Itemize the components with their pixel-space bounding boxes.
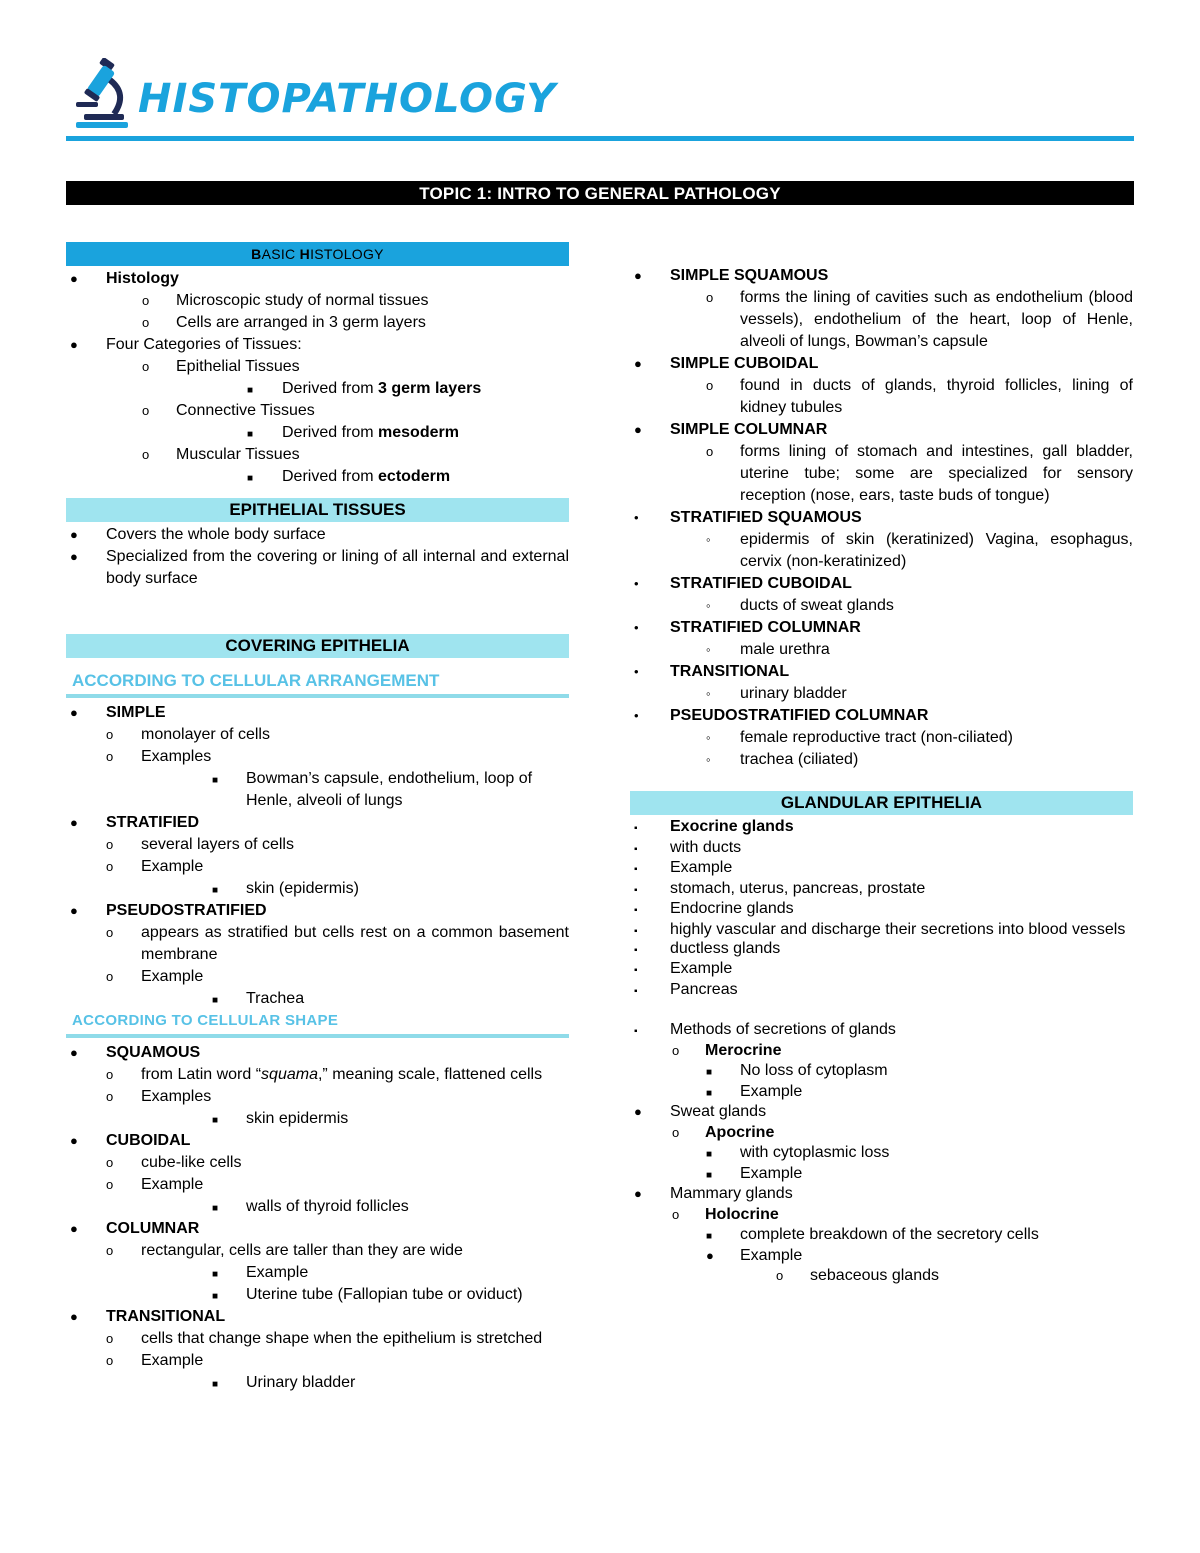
list-item: ■ skin epidermis xyxy=(212,1110,349,1127)
list-item: ■ Trachea xyxy=(212,990,305,1007)
list-item: ● SIMPLE CUBOIDAL xyxy=(634,355,819,372)
list-item: ■ skin (epidermis) xyxy=(212,880,359,897)
list-item: ▪ Methods of secretions of glands xyxy=(634,1021,896,1038)
list-item: o found in ducts of glands, thyroid follicles, lining of kidney tubules xyxy=(706,377,1133,416)
list-item: ▪ Example xyxy=(634,960,733,977)
list-item: ■ Bowman’s capsule, endothelium, loop of Henle, alveoli of lungs xyxy=(212,770,533,809)
right-column xyxy=(630,265,1133,1287)
arrangement-subheading: ACCORDING TO CELLULAR ARRANGEMENT xyxy=(66,670,569,698)
list-item: ● SIMPLE COLUMNAR xyxy=(634,421,828,438)
list-item: ▪ Pancreas xyxy=(634,980,738,998)
shape-list xyxy=(66,1042,569,1394)
list-item: ● CUBOIDAL xyxy=(70,1132,191,1149)
arrangement-list xyxy=(66,702,569,1010)
list-item: ◦ trachea (ciliated) xyxy=(706,751,859,768)
list-item: ▪ Exocrine glands xyxy=(634,818,794,835)
list-item: o Examples xyxy=(106,1088,212,1105)
basic-histology-band: BASIC HISTOLOGY xyxy=(66,242,569,266)
list-item: ■ Derived from ectoderm xyxy=(247,468,451,485)
list-item: o forms the lining of cavities such as endothelium (blood vessels), endothelium of the heart, loop of Henle, alveoli of lungs, Bowman’s capsule xyxy=(706,289,1133,350)
list-item: o sebaceous glands xyxy=(776,1267,939,1284)
list-item: • TRANSITIONAL xyxy=(634,663,790,680)
topic-bar: TOPIC 1: INTRO TO GENERAL PATHOLOGY xyxy=(66,181,1134,205)
list-item: ■ with cytoplasmic loss xyxy=(706,1144,890,1161)
epithelial-list xyxy=(66,524,569,590)
list-item: • PSEUDOSTRATIFIED COLUMNAR xyxy=(634,707,929,724)
microscope-icon xyxy=(74,58,130,128)
list-item: ■ No loss of cytoplasm xyxy=(706,1062,888,1079)
list-item: ◦ urinary bladder xyxy=(706,685,847,702)
list-item: ● Histology xyxy=(70,270,179,287)
list-item: o appears as stratified but cells rest on a common basement membrane xyxy=(106,924,569,963)
list-item: ● SIMPLE SQUAMOUS xyxy=(634,267,829,284)
list-item: o Apocrine xyxy=(672,1123,775,1141)
list-item: o monolayer of cells xyxy=(106,726,270,743)
list-item: • STRATIFIED SQUAMOUS xyxy=(634,509,862,526)
list-item: o Holocrine xyxy=(672,1205,779,1223)
basic-histology-list xyxy=(66,268,569,488)
list-item: ● Four Categories of Tissues: xyxy=(70,336,302,353)
list-item: o Merocrine xyxy=(672,1041,782,1059)
list-item: ● SQUAMOUS xyxy=(70,1044,201,1061)
list-item: o Example xyxy=(106,858,204,875)
list-item: ● Specialized from the covering or lining of all internal and external body surface xyxy=(70,548,569,587)
list-item: ■ Uterine tube (Fallopian tube or oviduct) xyxy=(212,1286,523,1303)
list-item: ▪ highly vascular and discharge their secretions into blood vessels xyxy=(634,920,1126,938)
covering-band: COVERING EPITHELIA xyxy=(66,634,569,658)
list-item: ■ Example xyxy=(212,1264,309,1281)
list-item: ● STRATIFIED xyxy=(70,814,200,831)
list-item: ▪ ductless glands xyxy=(634,939,781,957)
epithelia-types-list xyxy=(630,265,1133,771)
list-item: o several layers of cells xyxy=(106,836,294,853)
list-item: o Muscular Tissues xyxy=(142,446,300,463)
list-item: ▪ stomach, uterus, pancreas, prostate xyxy=(634,879,926,897)
list-item: ■ Urinary bladder xyxy=(212,1374,356,1391)
list-item: ● Sweat glands xyxy=(634,1103,767,1120)
list-item: ◦ ducts of sweat glands xyxy=(706,597,894,614)
list-item: o forms lining of stomach and intestines, gall bladder, uterine tube; some are specialized for sensory reception (nose, ears, taste buds of tongue) xyxy=(706,443,1133,504)
list-item: ■ Derived from mesoderm xyxy=(247,424,459,441)
glandular-band: GLANDULAR EPITHELIA xyxy=(630,791,1133,815)
list-item: o Connective Tissues xyxy=(142,402,315,419)
list-item: ● Example xyxy=(706,1246,803,1264)
list-item: ◦ female reproductive tract (non-ciliated) xyxy=(706,729,1014,746)
left-column xyxy=(66,242,569,1394)
list-item: o cells that change shape when the epithelium is stretched xyxy=(106,1330,543,1347)
list-item: • STRATIFIED CUBOIDAL xyxy=(634,575,852,592)
list-item: o cube-like cells xyxy=(106,1154,242,1171)
spacer xyxy=(630,1000,1133,1020)
list-item: ▪ Endocrine glands xyxy=(634,900,794,917)
list-item: ◦ male urethra xyxy=(706,641,830,658)
list-item: o Example xyxy=(106,968,204,985)
brand-title: HISTOPATHOLOGY xyxy=(138,76,557,122)
list-item: o Examples xyxy=(106,748,212,765)
list-item: ■ Example xyxy=(706,1164,803,1182)
list-item: ▪ with ducts xyxy=(634,838,742,856)
list-item: o Epithelial Tissues xyxy=(142,358,300,375)
glandular-list xyxy=(630,817,1133,1287)
list-item: o rectangular, cells are taller than they are wide xyxy=(106,1242,463,1259)
list-item: ▪ Example xyxy=(634,859,733,876)
page-header xyxy=(66,56,1134,146)
list-item: o Example xyxy=(106,1352,204,1369)
list-item: ● TRANSITIONAL xyxy=(70,1308,226,1325)
list-item: ■ complete breakdown of the secretory cells xyxy=(706,1226,1039,1243)
epithelial-band: EPITHELIAL TISSUES xyxy=(66,498,569,522)
list-item: ● Covers the whole body surface xyxy=(70,526,326,543)
header-rule xyxy=(66,136,1134,141)
list-item: ● COLUMNAR xyxy=(70,1220,200,1237)
list-item: ● Mammary glands xyxy=(634,1185,793,1202)
list-item: • STRATIFIED COLUMNAR xyxy=(634,619,861,636)
list-item: ■ Derived from 3 germ layers xyxy=(247,380,482,397)
list-item: ● PSEUDOSTRATIFIED xyxy=(70,902,267,919)
list-item: o from Latin word “squama,” meaning scale, flattened cells xyxy=(106,1066,543,1083)
list-item: o Microscopic study of normal tissues xyxy=(142,292,429,309)
list-item: o Example xyxy=(106,1176,204,1193)
list-item: ◦ epidermis of skin (keratinized) Vagina, esophagus, cervix (non-keratinized) xyxy=(706,531,1133,570)
shape-subheading: ACCORDING TO CELLULAR SHAPE xyxy=(66,1010,569,1038)
list-item: o Cells are arranged in 3 germ layers xyxy=(142,314,426,331)
list-item: ■ Example xyxy=(706,1082,803,1100)
list-item: ■ walls of thyroid follicles xyxy=(212,1198,409,1215)
list-item: ● SIMPLE xyxy=(70,704,166,721)
